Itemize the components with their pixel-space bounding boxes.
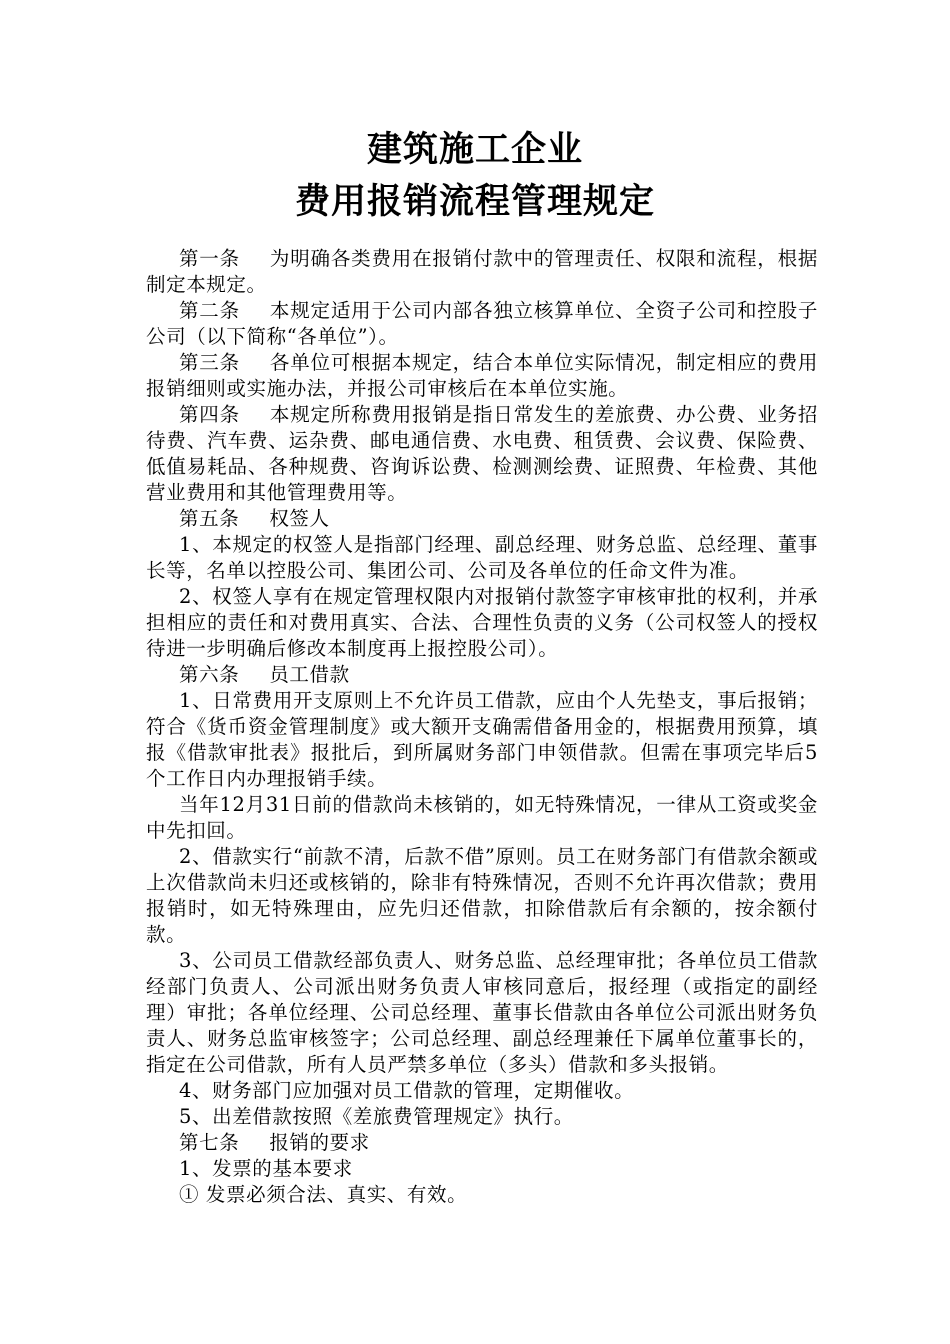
article-text: 本规定适用于公司内部各独立核算单位、全资子公司和控股子公司（以下简称“各单位”）。 [146, 299, 818, 348]
article-4 [146, 402, 818, 506]
article-text: 为明确各类费用在报销付款中的管理责任、权限和流程，根据制定本规定。 [146, 247, 818, 296]
clause-paragraph: 2、借款实行“前款不清，后款不借”原则。员工在财务部门有借款余额或上次借款尚未归还或核销的，除非有特殊情况，否则不允许再次借款；费用报销时，如无特殊理由，应先归还借款，扣除借款后有余额的，按余额付款。 [146, 845, 818, 946]
article-text: 报销的要求 [269, 1131, 370, 1154]
document-title-line-2: 费用报销流程管理规定 [294, 182, 655, 222]
clause-paragraph: 2、权签人享有在规定管理权限内对报销付款签字审核审批的权利，并承担相应的责任和对费用真实、合法、合理性负责的义务（公司权签人的授权待进一步明确后修改本制度再上报控股公司）。 [146, 585, 818, 660]
article-number: 第一条 [179, 247, 240, 270]
article-text: 员工借款 [269, 663, 350, 686]
article-7-heading [146, 1130, 818, 1156]
clause-paragraph: 5、出差借款按照《差旅费管理规定》执行。 [179, 1105, 574, 1128]
article-1 [146, 246, 818, 298]
document-body [146, 246, 818, 1208]
article-number: 第五条 [179, 507, 240, 530]
article-3 [146, 350, 818, 402]
clause-paragraph: 3、公司员工借款经部负责人、财务总监、总经理审批；各单位员工借款经部门负责人、公司派出财务负责人审核同意后，报经理（或指定的副经理）审批；各单位经理、公司总经理、董事长借款由各单位公司派出财务负责人、财务总监审核签字；公司总经理、副总经理兼任下属单位董事长的，指定在公司借款，所有人员严禁多单位（多头）借款和多头报销。 [146, 949, 818, 1076]
article-text: 本规定所称费用报销是指日常发生的差旅费、办公费、业务招待费、汽车费、运杂费、邮电通信费、水电费、租赁费、会议费、保险费、低值易耗品、各种规费、咨询诉讼费、检测测绘费、证照费、年检费、其他营业费用和其他管理费用等。 [146, 403, 818, 504]
article-number: 第七条 [179, 1131, 240, 1154]
clause-paragraph: 4、财务部门应加强对员工借款的管理，定期催收。 [179, 1079, 635, 1102]
article-6-heading [146, 662, 818, 688]
article-number: 第三条 [179, 351, 240, 374]
article-number: 第六条 [179, 663, 240, 686]
clause-paragraph: 1、发票的基本要求 [179, 1157, 353, 1180]
clause-paragraph: 当年12月31日前的借款尚未核销的，如无特殊情况，一律从工资或奖金中先扣回。 [146, 793, 818, 842]
article-number: 第四条 [179, 403, 240, 426]
clause-paragraph: 1、日常费用开支原则上不允许员工借款，应由个人先垫支，事后报销；符合《货币资金管理制度》或大额开支确需借备用金的，根据费用预算，填报《借款审批表》报批后，到所属财务部门申领借款。但需在事项完毕后5个工作日内办理报销手续。 [146, 689, 818, 790]
article-2 [146, 298, 818, 350]
document-title-line-1: 建筑施工企业 [366, 130, 583, 170]
article-number: 第二条 [179, 299, 240, 322]
clause-paragraph: 1、本规定的权签人是指部门经理、副总经理、财务总监、总经理、董事长等，名单以控股公司、集团公司、公司及各单位的任命文件为准。 [146, 533, 818, 582]
article-text: 权签人 [269, 507, 330, 530]
article-text: 各单位可根据本规定，结合本单位实际情况，制定相应的费用报销细则或实施办法，并报公司审核后在本单位实施。 [146, 351, 818, 400]
clause-paragraph: ① 发票必须合法、真实、有效。 [179, 1183, 468, 1206]
article-5-heading [146, 506, 818, 532]
